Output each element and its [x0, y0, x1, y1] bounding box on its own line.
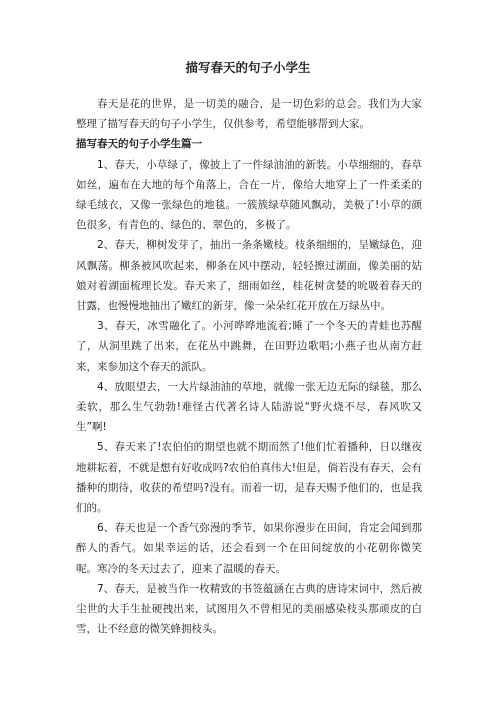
- paragraph-1: 1、春天，小草绿了，像披上了一件绿油油的新装。小草细细的，春草如丝，遍布在大地的每个角落上，合在一片，像给大地穿上了一件柔柔的绿毛绒衣，又像一张绿色的地毯。一簇簇绿草随风飘动，美极了!小草的颜色很多，有青色的、绿色的、翠色的，多极了。: [76, 158, 422, 232]
- paragraph-7: 7、春天，是被当作一枚精致的书签蕴涵在古典的唐诗宋词中，然后被尘世的大手生扯硬拽出来，试图用久不曾相见的美丽感染枝头那顽皮的白雪，让不经意的微笑蜂拥枝头。: [76, 582, 422, 636]
- paragraph-4: 4、放眼望去，一大片绿油油的草地，就像一张无边无际的绿毯，那么柔软，那么生气勃勃!难怪古代著名诗人陆游说“野火烧不尽，春风吹又生”啊!: [76, 380, 422, 434]
- document-title: 描写春天的句子小学生: [185, 60, 311, 75]
- paragraph-6: 6、春天也是一个香气弥漫的季节，如果你漫步在田间，肯定会闻到那醉人的香气。如果幸运的话，还会看到一个在田间绽放的小花朝你微笑呢。寒冷的冬天过去了，迎来了温暖的春天。: [76, 522, 422, 575]
- paragraph-3: 3、春天，冰雪融化了。小河哗哗地流着;睡了一个冬天的青蛙也苏醒了，从洞里跳了出来，在花丛中跳舞，在田野边歌唱;小燕子也从南方赶来，来参加这个春天的派队。: [76, 320, 422, 373]
- paragraph-5: 5、春天来了!农伯伯的期望也就不期而然了!他们忙着播种，日以继夜地耕耘着，不就是想有好收成吗?农伯伯真伟大!但是，倘若没有春天，会有播种的期待，收获的希望吗?没有。而着一切，是春天赐予他们的，也是我们的。: [76, 441, 422, 515]
- paragraph-2: 2、春天，柳树发芽了，抽出一条条嫩枝。枝条细细的，呈嫩绿色，迎风飘荡。柳条被风吹起来，柳条在风中摆动，轻轻擦过湖面，像美丽的姑娘对着湖面梳理长发。春天来了，细雨如丝，桂花树贪婪的吮吸着春天的甘露，也慢慢地抽出了嫩红的新芽，像一朵朵红花开放在万绿丛中。: [76, 239, 422, 313]
- document-body: [76, 94, 422, 639]
- intro-paragraph: 春天是花的世界，是一切美的融合，是一切色彩的总会。我们为大家整理了描写春天的句子小学生，仅供参考，希望能够帮到大家。: [76, 98, 422, 131]
- section-heading: 描写春天的句子小学生篇一: [76, 138, 202, 151]
